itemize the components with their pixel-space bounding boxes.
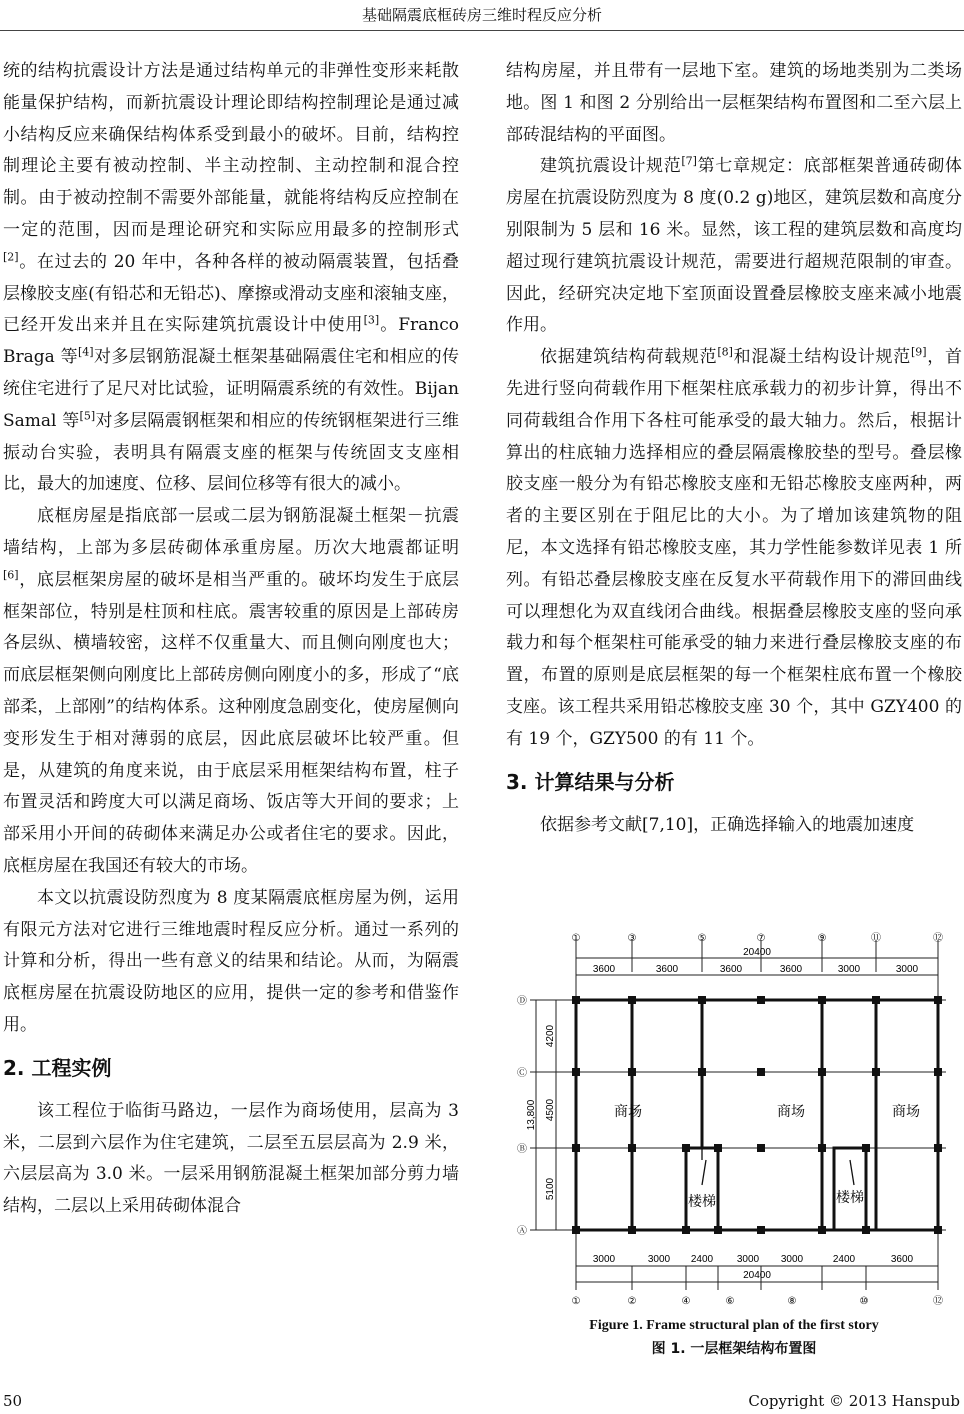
- left-column: [3, 56, 459, 1223]
- bottom-span-dim: 3600: [890, 1254, 914, 1265]
- paragraph: 统的结构抗震设计方法是通过结构单元的非弹性变形来耗散能量保护结构，而新抗震设计理论即结构控制理论是通过减小结构反应来确保结构体系受到最小的破坏。目前，结构控制理论主要有被动控制、半主动控制、主动控制和混合控制。由于被动控制不需要外部能量，就能将结构反应控制在一定的范围，因而是理论研究和实际应用最多的控制形式[2]。在过去的 20 年中，各种各样的被动隔震装置，包括叠层橡胶支座(有铅芯和无铅芯)、摩擦或滑动支座和滚轴支座，已经开发出来并且在实际建筑抗震设计中使用[3]。Franco Braga 等[4]对多层钢筋混凝土框架基础隔震住宅和相应的传统住宅进行了足尺对比试验，证明隔震系统的有效性。Bijan Samal 等[5]对多层隔震钢框架和相应的传统钢框架进行三维振动台实验，表明具有隔震支座的框架与传统固支支座相比，最大的加速度、位移、层间位移等有很大的减小。: [3, 61, 460, 495]
- axis-top-2: ③: [627, 933, 637, 944]
- axis-bottom-4: ⑥: [725, 1296, 735, 1307]
- bottom-span-dim: 3000: [736, 1254, 760, 1265]
- bottom-span-dim: 3000: [647, 1254, 671, 1265]
- axis-top-5: ⑨: [817, 933, 827, 944]
- room-label-mall: 商场: [614, 1104, 642, 1120]
- figure-caption-en: Figure 1. Frame structural plan of the first story: [589, 1318, 879, 1333]
- paragraph: 底框房屋是指底部一层或二层为钢筋混凝土框架－抗震墙结构，上部为多层砖砌体承重房屋。历次大地震都证明[6]，底层框架房屋的破坏是相当严重的。破坏均发生于底层框架部位，特别是柱顶和柱底。震害较重的原因是上部砖房各层纵、横墙较密，这样不仅重量大、而且侧向刚度也大；而底层框架侧向刚度比上部砖房侧向刚度小的多，形成了“底部柔，上部刚”的结构体系。这种刚度急剧变化，使房屋侧向变形发生于相对薄弱的底层，因此底层破坏比较严重。但是，从建筑的角度来说，由于底层采用框架结构布置，柱子布置灵活和跨度大可以满足商场、饭店等大开间的要求；上部采用小开间的砖砌体来满足办公或者住宅的要求。因此，底框房屋在我国还有较大的市场。: [3, 506, 459, 876]
- figure-caption-zh: 图 1. 一层框架结构布置图: [651, 1341, 817, 1357]
- axis-row-b: Ⓑ: [517, 1144, 527, 1155]
- axis-bottom-5: ⑧: [787, 1296, 797, 1307]
- header-rule: [0, 30, 964, 31]
- running-header: 基础隔震底框砖房三维时程反应分析: [361, 6, 602, 24]
- copyright: Copyright © 2013 Hanspub: [748, 1392, 960, 1410]
- top-span-dim: 3600: [655, 964, 679, 975]
- left-dim: 4500: [545, 1098, 556, 1122]
- section-heading: 3. 计算结果与分析: [506, 769, 675, 794]
- top-span-dim: 3000: [837, 964, 861, 975]
- frame-plan-figure: [506, 930, 962, 1310]
- paragraph: 依据建筑结构荷载规范[8]和混凝土结构设计规范[9]，首先进行竖向荷载作用下框架柱底承载力的初步计算，得出不同荷载组合作用下各柱可能承受的最大轴力。然后，根据计算出的柱底轴力选择相应的叠层隔震橡胶垫的型号。叠层橡胶支座一般分为有铅芯橡胶支座和无铅芯橡胶支座两种，两者的主要区别在于阻尼比的大小。为了增加该建筑物的阻尼，本文选择有铅芯橡胶支座，其力学性能参数详见表 1 所列。有铅芯叠层橡胶支座在反复水平荷载作用下的滞回曲线可以理想化为双直线闭合曲线。根据叠层橡胶支座的竖向承载力和每个框架柱可能承受的轴力来进行叠层橡胶支座的布置，布置的原则是底层框架的每一个框架柱底布置一个橡胶支座。该工程共采用铅芯橡胶支座 30 个，其中 GZY400 的有 19 个，GZY500 的有 11 个。: [506, 345, 963, 749]
- axis-bottom-3: ④: [681, 1296, 691, 1307]
- top-span-dim: 3600: [779, 964, 803, 975]
- axis-top-4: ⑦: [756, 933, 766, 944]
- stair-label: 楼梯: [688, 1194, 716, 1210]
- bottom-span-dim: 2400: [690, 1254, 714, 1265]
- paragraph: 本文以抗震设防烈度为 8 度某隔震底框房屋为例，运用有限元方法对它进行三维地震时程反应分析。通过一系列的计算和分析，得出一些有意义的结果和结论。从而，为隔震底框房屋在抗震设防地区的应用，提供一定的参考和借鉴作用。: [3, 887, 459, 1035]
- top-span-dim: 3600: [719, 964, 743, 975]
- top-span-dim: 3600: [592, 964, 616, 975]
- bottom-span-dim: 2400: [832, 1254, 856, 1265]
- axis-bottom-1: ①: [571, 1296, 581, 1307]
- axis-bottom-2: ②: [627, 1296, 637, 1307]
- left-dim: 4200: [545, 1024, 556, 1048]
- left-dim: 5100: [545, 1177, 556, 1201]
- paragraph: 结构房屋，并且带有一层地下室。建筑的场地类别为二类场地。图 1 和图 2 分别给出一层框架结构布置图和二至六层上部砖混结构的平面图。: [506, 61, 962, 145]
- page-number: 50: [3, 1392, 23, 1410]
- axis-row-a: Ⓐ: [517, 1226, 527, 1237]
- bottom-span-dim: 3000: [592, 1254, 616, 1265]
- bottom-span-dim: 3000: [780, 1254, 804, 1265]
- axis-row-c: Ⓒ: [517, 1068, 527, 1079]
- axis-row-d: Ⓓ: [517, 996, 527, 1007]
- right-column: [506, 56, 962, 841]
- axis-top-7: ⑫: [933, 933, 943, 944]
- stair-label: 楼梯: [836, 1190, 864, 1206]
- section-heading: 2. 工程实例: [3, 1055, 112, 1080]
- top-total-dim: 20400: [743, 947, 771, 958]
- axis-top-3: ⑤: [697, 933, 707, 944]
- paragraph: 依据参考文献[7,10]，正确选择输入的地震加速度: [540, 814, 915, 835]
- axis-top-1: ①: [571, 933, 581, 944]
- top-span-dim: 3000: [895, 964, 919, 975]
- axis-bottom-6: ⑩: [859, 1296, 869, 1307]
- bottom-total-dim: 20400: [743, 1270, 771, 1281]
- axis-bottom-7: ⑫: [933, 1296, 943, 1307]
- paragraph: 该工程位于临街马路边，一层作为商场使用，层高为 3 米，二层到六层作为住宅建筑，二层至五层层高为 2.9 米，六层层高为 3.0 米。一层采用钢筋混凝土框架加部分剪力墙结构，二层以上采用砖砌体混合: [3, 1100, 459, 1217]
- paragraph: 建筑抗震设计规范[7]第七章规定：底部框架普通砖砌体房屋在抗震设防烈度为 8 度(0.2 g)地区，建筑层数和高度分别限制为 5 层和 16 米。显然，该工程的建筑层数和高度均超过现行建筑抗震设计规范，需要进行超规范限制的审查。因此，经研究决定地下室顶面设置叠层橡胶支座来减小地震作用。: [506, 154, 963, 336]
- left-total-dim: 13,800: [526, 1099, 537, 1131]
- axis-top-6: ⑪: [871, 933, 881, 944]
- room-label-mall: 商场: [892, 1104, 920, 1120]
- room-label-mall: 商场: [777, 1104, 805, 1120]
